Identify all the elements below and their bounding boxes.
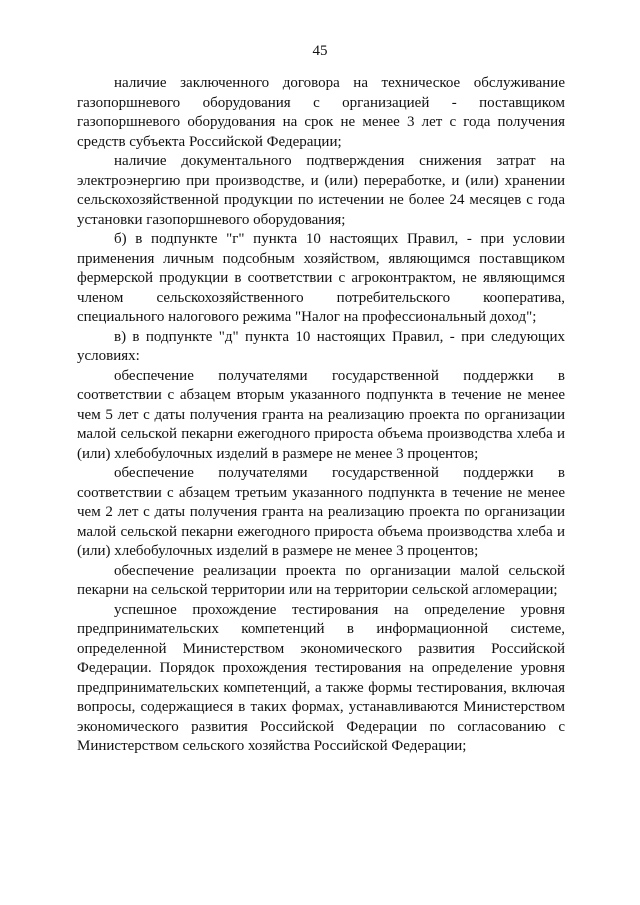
paragraph-energy-cost-reduction: наличие документального подтверждения снижения затрат на электроэнергию при производстве, и (или) переработке, и (или) хранении сельскохозяйственной продукции по истечении не более 24 месяцев с года установки газопоршневого оборудования; <box>77 153 565 228</box>
paragraph-competency-testing: успешное прохождение тестирования на определение уровня предпринимательских компетенций в информационной системе, определенной Министерством экономического развития Российской Федерации. Порядок прохождения тестирования на определение уровня предпринимательских компетенций, а также формы тестирования, включая вопросы, содержащиеся в таких формах, устанавливаются Министерством экономического развития Российской Федерации по согласованию с Министерством сельского хозяйства Российской Федерации; <box>77 601 565 754</box>
page-number: 45 <box>312 43 328 59</box>
paragraph-subitem-v: в) в подпункте "д" пункта 10 настоящих Правил, - при следующих условиях: <box>77 328 565 364</box>
paragraph-maintenance-contract: наличие заключенного договора на техническое обслуживание газопоршневого оборудования с организацией - поставщиком газопоршневого оборудования на срок не менее 3 лет с года получения средств субъекта Российской Федерации; <box>77 75 565 150</box>
paragraph-subitem-b: б) в подпункте "г" пункта 10 настоящих Правил, - при условии применения личным подсобным хозяйством, являющимся поставщиком фермерской продукции в соответствии с агроконтрактом, не являющимся членом сельскохозяйственного потребительского кооператива, специального налогового режима "Налог на профессиональный доход"; <box>77 231 565 325</box>
paragraph-growth-2-years: обеспечение получателями государственной поддержки в соответствии с абзацем третьим указанного подпункта в течение не менее чем 2 лет с даты получения гранта на реализацию проекта по организации малой сельской пекарни ежегодного прироста объема производства хлеба и (или) хлебобулочных изделий в размере не менее 3 процентов; <box>77 465 565 559</box>
paragraph-rural-bakery: обеспечение реализации проекта по организации малой сельской пекарни на сельской территории или на территории сельской агломерации; <box>77 562 565 598</box>
paragraph-growth-5-years: обеспечение получателями государственной поддержки в соответствии с абзацем вторым указанного подпункта в течение не менее чем 5 лет с даты получения гранта на реализацию проекта по организации малой сельской пекарни ежегодного прироста объема производства хлеба и (или) хлебобулочных изделий в размере не менее 3 процентов; <box>77 367 565 462</box>
document-body <box>77 74 565 757</box>
